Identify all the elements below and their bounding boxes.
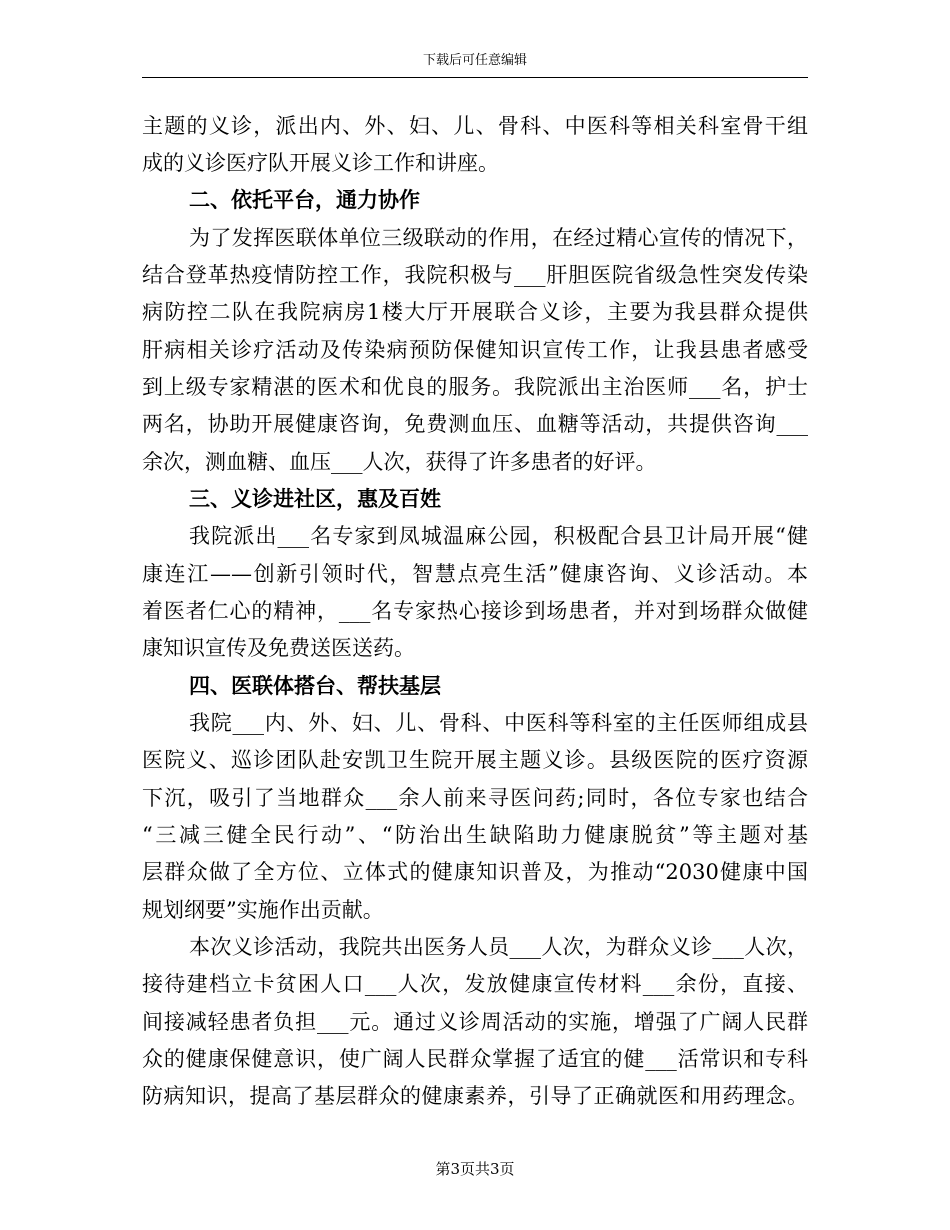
body-line: 接待建档立卡贫困人口___人次，发放健康宣传材料___余份，直接、 — [142, 972, 808, 996]
body-line: 我院___内、外、妇、儿、骨科、中医科等科室的主任医师组成县 — [189, 711, 808, 735]
body-line: 下沉，吸引了当地群众___余人前来寻医问药;同时，各位专家也结合 — [142, 786, 808, 810]
body-line: 两名，协助开展健康咨询，免费测血压、血糖等活动，共提供咨询___ — [142, 412, 808, 436]
body-line: 本次义诊活动，我院共出医务人员___人次，为群众义诊___人次， — [189, 935, 808, 959]
page-header: 下载后可任意编辑 — [422, 53, 527, 68]
body-line: 我院派出___名专家到凤城温麻公园，积极配合县卫计局开展“健 — [189, 524, 808, 548]
section-heading-4: 四、医联体搭台、帮扶基层 — [189, 673, 441, 698]
body-line: 成的义诊医疗队开展义诊工作和讲座。 — [142, 151, 499, 175]
body-line: 层群众做了全方位、立体式的健康知识普及，为推动“2030健康中国 — [142, 860, 808, 884]
body-line: 间接减轻患者负担___元。通过义诊周活动的实施，增强了广阔人民群 — [142, 1010, 808, 1034]
body-line: 医院义、巡诊团队赴安凯卫生院开展主题义诊。县级医院的医疗资源 — [142, 748, 808, 772]
body-line: 肝病相关诊疗活动及传染病预防保健知识宣传工作，让我县患者感受 — [142, 338, 808, 362]
body-line: 到上级专家精湛的医术和优良的服务。我院派出主治医师___名，护士 — [142, 375, 808, 399]
body-line: 众的健康保健意识，使广阔人民群众掌握了适宜的健___活常识和专科 — [142, 1047, 808, 1071]
body-line: “三减三健全民行动”、“防治出生缺陷助力健康脱贫”等主题对基 — [142, 823, 808, 847]
page-footer: 第3页共3页 — [435, 1160, 515, 1178]
body-line: 着医者仁心的精神，___名专家热心接诊到场患者，并对到场群众做健 — [142, 599, 808, 623]
section-heading-3: 三、义诊进社区，惠及百姓 — [189, 486, 441, 511]
header-divider — [142, 77, 808, 78]
body-line: 康知识宣传及免费送医送药。 — [142, 636, 415, 660]
body-line: 防病知识，提高了基层群众的健康素养，引导了正确就医和用药理念。 — [142, 1084, 808, 1108]
body-line: 为了发挥医联体单位三级联动的作用，在经过精心宣传的情况下， — [189, 226, 808, 250]
body-line: 病防控二队在我院病房1楼大厅开展联合义诊，主要为我县群众提供 — [142, 300, 808, 324]
body-line: 余次，测血糖、血压___人次，获得了许多患者的好评。 — [142, 450, 657, 474]
section-heading-2: 二、依托平台，通力协作 — [189, 187, 420, 212]
body-line: 主题的义诊，派出内、外、妇、儿、骨科、中医科等相关科室骨干组 — [142, 114, 808, 138]
body-line: 规划纲要”实施作出贡献。 — [142, 898, 384, 922]
body-line: 结合登革热疫情防控工作，我院积极与___肝胆医院省级急性突发传染 — [142, 263, 808, 287]
body-line: 康连江——创新引领时代，智慧点亮生活”健康咨询、义诊活动。本 — [142, 562, 808, 586]
